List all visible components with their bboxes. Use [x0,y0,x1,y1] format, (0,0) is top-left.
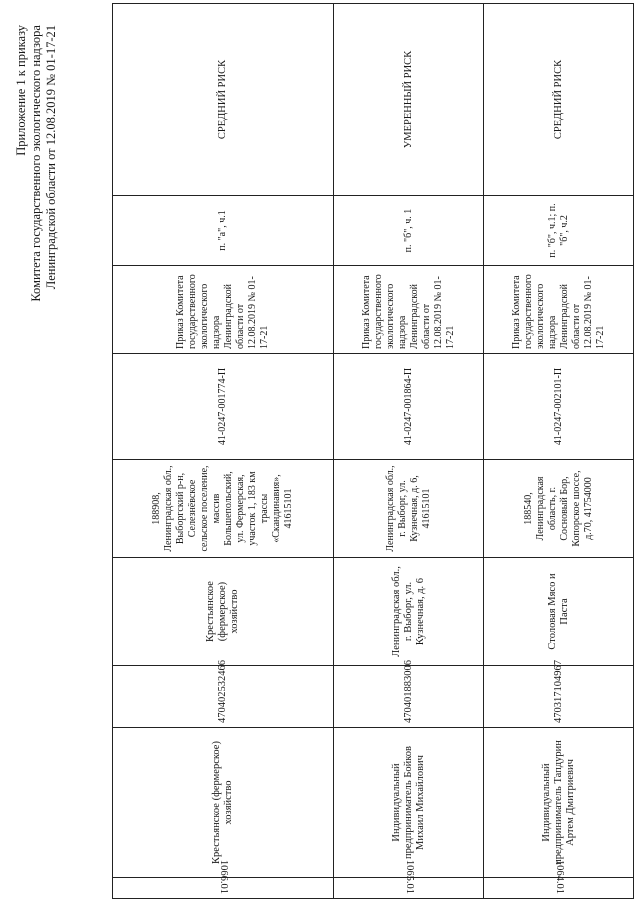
header-line-2: Комитета государственного экологического надзора [29,25,43,302]
inn-cell: 470402532466 [113,666,334,728]
object-name: Столовая Мясо и Паста [484,558,634,666]
risk-category: УМЕРЕННЫЙ РИСК [334,4,484,196]
object-code: 41-0247-001774-П [113,354,334,460]
table-row [113,4,334,899]
row-number: 1065.01 [334,878,484,899]
criteria-cell: п. "а", ч.1 [113,196,334,266]
row-number: 1064.01 [484,878,634,899]
table-row [484,4,634,899]
criteria-cell: п. "б", ч.1; п. "б", ч.2 [484,196,634,266]
object-address: Ленинградская обл., г. Выборг, ул. Кузнечная, д. 6, 41615101 [334,460,484,558]
org-name: Крестьянское (фермерское) хозяйство [113,728,334,878]
order-reference: Приказ Комитета государственного экологического надзора Ленинградской области от 12.08.2019 № 01-17-21 [334,266,484,354]
object-name: Ленинградская обл., г. Выборг, ул. Кузнечная, д. 6 [334,558,484,666]
object-address: 188908, Ленинградская обл., Выборгский р-н, Селезнёвское сельское поселение, массив Большепольский, ул. Фермерская, участок 1, 183 км трассы «Скандинавия», 41615101 [113,460,334,558]
object-name: Крестьянское (фермерское) хозяйство [113,558,334,666]
object-code: 41-0247-002101-П [484,354,634,460]
order-reference: Приказ Комитета государственного экологического надзора Ленинградской области от 12.08.2019 № 01-17-21 [113,266,334,354]
org-name: Индивидуальный предприниматель Тапдурин Артем Дмитриевич [484,728,634,878]
inn-cell: 470401883006 [334,666,484,728]
risk-category: СРЕДНИЙ РИСК [113,4,334,196]
criteria-cell: п. "б", ч. 1 [334,196,484,266]
row-number: 1066.01 [113,878,334,899]
object-code: 41-0247-001864-П [334,354,484,460]
risk-category: СРЕДНИЙ РИСК [484,4,634,196]
table-row [334,4,484,899]
org-name: Индивидуальный предприниматель Бойков Михаил Михайлович [334,728,484,878]
document-header [14,25,59,505]
register-table [112,3,634,899]
object-address: 188540, Ленинградская область, г. Сосновый Бор, Копорское шоссе, д.70, 41754000 [484,460,634,558]
order-reference: Приказ Комитета государственного экологического надзора Ленинградской области от 12.08.2019 № 01-17-21 [484,266,634,354]
header-line-1: Приложение 1 к приказу [14,25,28,156]
header-line-3: Ленинградской области от 12.08.2019 № 01-17-21 [44,25,58,290]
inn-cell: 470317104967 [484,666,634,728]
